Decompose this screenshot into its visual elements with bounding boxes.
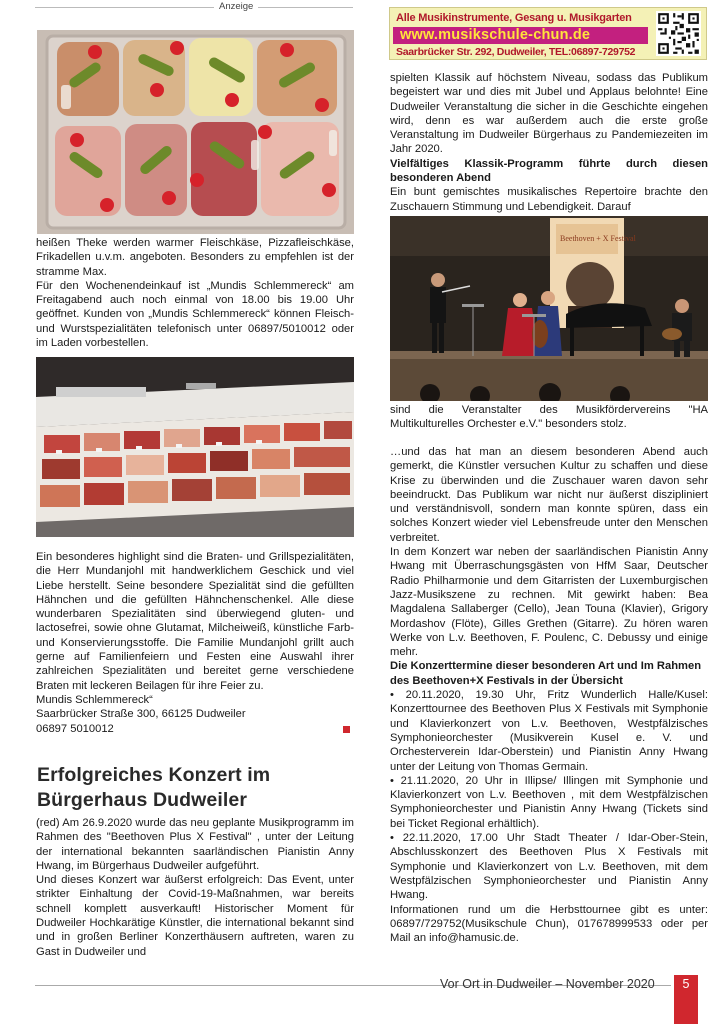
paragraph-info: Informationen rund um die Herbsttournee gibt es unter: 06897/729752(Musikschule Chun), 017678999533 oder per Mail an info@hamusic.de. [390,903,708,945]
photo-concert-stage [390,216,708,401]
address-line-3: 06897 5010012 [36,722,114,735]
right-column-bottom [390,445,708,945]
right-column-top [390,71,708,214]
ad-address: Saarbrücker Str. 292, Dudweiler, TEL:06897-729752 [396,46,636,58]
address-line-2: Saarbrücker Straße 300, 66125 Dudweiler [36,708,246,721]
article-end-icon [343,726,350,733]
qr-code-icon [656,11,701,56]
paragraph-und: …und das hat man an diesem besonderen Abend auch gemerkt, die Künstler versuchen Kultur zu schaffen und diese Krise zu überwinden und die Zuschauer waren davon sehr beeindruckt. Das Publikum war nicht nur äußerst diszipliniert und verständnisvoll, sondern man konnte spüren, dass ein solches Konzert wieder viel Lebensfreude unter den Menschen verbreitet. [390,446,708,544]
photo-butcher-counter [36,357,354,537]
paragraph-klassik: spielten Klassik auf höchstem Niveau, sodass das Publikum begeistert war und dies mit Jubel und Applaus belohnte! Eine Dudweiler Veranstaltung die sicher in die Geschichte eingehen wird, denn es war außerdem auch die erste große Veranstaltung im Dudweiler Bürgerhaus zu Pandemiezeiten im Jahr 2020. [390,72,708,156]
music-school-ad[interactable] [389,7,707,60]
photo-cold-cuts-platter [37,30,354,234]
subheading-klassik-programm: Vielfältiges Klassik-Programm führte durch diesen besonderen Abend [390,157,708,185]
page-number-badge [674,975,698,1024]
address-phone-row [36,722,354,736]
paragraph-konzert: In dem Konzert war neben der saarländischen Pianistin Anny Hwang mit Überraschungsgästen von HfM Saar, Deutscher Radio Philharmonie und dem Gitarristen der Luxemburgischen Jazz-Musikszene zu rechnen. Mit gewirkt haben: Bea Magdalena Sallaberger (Cello), Jean Touna (Klavier), Grigory Mordashov (Flöte), Gilles Grethen (Gitarre). Zu hören waren Werke von L.v. Beethoven, F. Poulenc, C. Debussy und einige mehr. [390,546,708,659]
paragraph-theke: heißen Theke werden warmer Fleischkäse, Pizzafleischkäse, Frikadellen u.v.m. angeboten. Besonders zu empfehlen ist der stramme Max. [36,237,354,278]
paragraph-highlight: Ein besonderes highlight sind die Braten- und Grillspezialitäten, die Herr Mundanjohl mit handwerklichem Geschick und viel Liebe herstellt. Seine besondere Spezialität sind die gefüllten Hähnchen und die gefüllten Hähnchenschenkel. Alle diese wunderbaren Spezialitäten sind überwiegend gluten- und lactosefrei, sowie ohne Glutamat, Milcheiweiß, künstliche Farb- und Konservierungsstoffe. Die Familie Mundanjohl grillt auch gerne auf Familienfeiern und Festen eine Auswahl ihrer zahlreichen Spezialitäten und bereitet gerne verschiedene Braten mit leckeren Beilagen für ihre Feier zu. [36,551,354,692]
event-item-3: • 22.11.2020, 17.00 Uhr Stadt Theater / Idar-Ober-Stein, Abschlusskonzert des Beethoven Plus X Festivals mit Symphonie und Klavierkonzert von L.v. Beethoven, mit dem Westpfälzischen Symphonieorchester und Pianistin Anny Hwang. [390,832,708,902]
ad-tagline: Alle Musikinstrumente, Gesang u. Musikgarten [396,12,632,24]
subheading-konzerttermine: Die Konzerttermine dieser besonderen Art und Im Rahmen des Beethoven+X Festivals in der Übersicht [390,660,702,687]
paragraph-repertoire: Ein bunt gemischtes musikalisches Repertoire brachte den Zuschauern Stimmung und Lebendigkeit. Darauf [390,186,708,213]
paragraph-erfolg: Und dieses Konzert war äußerst erfolgreich: Das Event, unter strikter Einhaltung der Covid-19-Maßnahmen, war bereits schnell komplett ausverkauft! Historischer Moment für Dudweiler Hochkarätige Künstler, die international bekannt sind und in großen Berliner Konzerthäusern auftreten, waren zu Gast in Dudweiler und [36,874,354,958]
event-item-1: • 20.11.2020, 19.30 Uhr, Fritz Wunderlich Halle/Kusel: Konzerttournee des Beethoven Plus X Festivals mit Symphonie und Klavierkonzert von L.v. Beethoven, Westpfälzisches Symphonieorchester (Musikverein Kusel e. V. und Orchesterverein Idar-Oberstein) und Pianistin Anny Hwang unter der Leitung von Thomas Germain. [390,689,708,773]
paragraph-red: (red) Am 26.9.2020 wurde das neu geplante Musikprogramm im Rahmen des "Beethoven Plus X Festival" , unter der Leitung der international bekannten saarländischen Pianistin Anny Hwang, im Bürgerhaus Dudweiler aufgeführt. [36,817,354,872]
header-rule [35,7,353,8]
article-headline: Erfolgreiches Konzert im Bürgerhaus Dudweiler [37,764,271,811]
paragraph-wochenende: Für den Wochenendeinkauf ist „Mundis Schlemmereck“ am Freitagabend auch noch einmal von 18.00 bis 19.00 Uhr geöffnet. Kunden von „Mundis Schlemmereck“ können Fleisch- und Wurstspezialitäten telefonisch unter 06897/5010012 oder im Laden vorbestellen. [36,279,354,350]
left-column-middle [36,550,354,736]
left-column-top [36,236,354,350]
page-number: 5 [682,977,690,991]
footer-publication: Vor Ort in Dudweiler – November 2020 [440,977,655,991]
paragraph-veranstalter: sind die Veranstalter des Musikfördervereins "HA Multikulturelles Orchester e.V." besonders stolz. [390,404,708,431]
poster-title: Beethoven + X Festival [560,234,636,243]
right-column-caption [390,403,708,432]
ad-url[interactable]: www.musikschule-chun.de [400,27,591,43]
ad-label: Anzeige [214,1,258,12]
event-item-2: • 21.11.2020, 20 Uhr in Illipse/ Illingen mit Symphonie und Klavierkonzert von L.v. Beethoven , mit dem Westpfälzischen Symphonieorchester und Pianistin Anny Hwang (Tickets sind bei Ticket Regional erhältlich). [390,774,708,830]
left-column-bottom [36,816,354,959]
address-line-1: Mundis Schlemmereck“ [36,693,153,706]
